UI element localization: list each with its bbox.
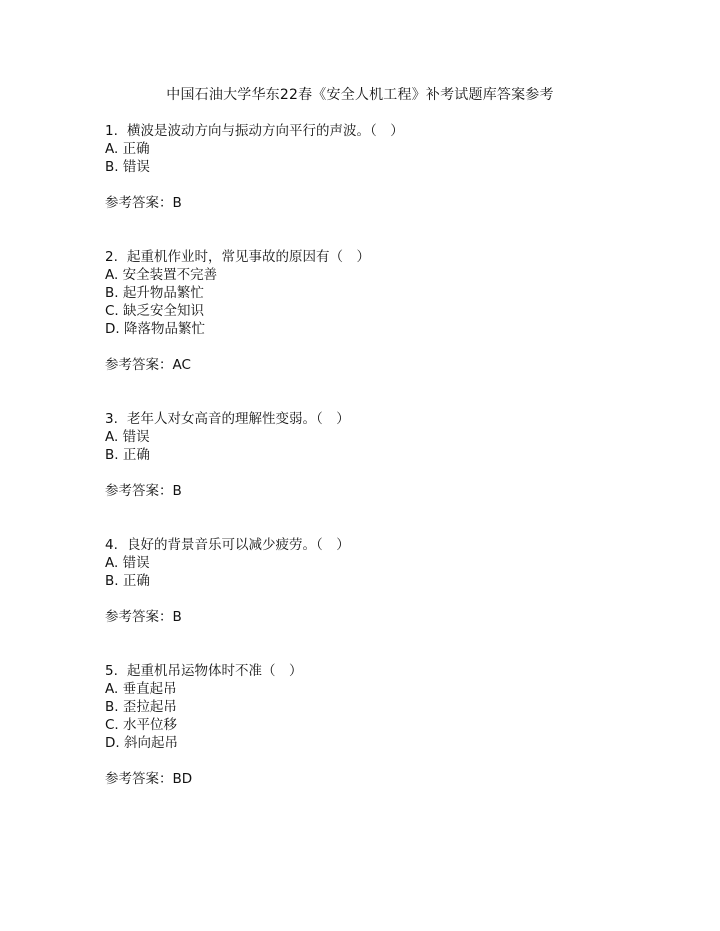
question-stem: [105, 410, 665, 428]
question-number: 4.: [105, 537, 118, 553]
reference-answer: 参考答案：AC: [105, 357, 191, 373]
question-text: 起重机作业时，常见事故的原因有（ ）: [127, 249, 370, 265]
question-stem: [105, 248, 665, 266]
question-number: 1.: [105, 123, 118, 139]
reference-answer: 参考答案：B: [105, 609, 182, 625]
document-title: 中国石油大学华东22春《安全人机工程》补考试题库答案参考: [166, 87, 554, 103]
reference-answer: 参考答案：B: [105, 483, 182, 499]
option-b: B. 正确: [105, 573, 150, 589]
question-stem: [105, 536, 665, 554]
option-c: C. 缺乏安全知识: [105, 303, 205, 319]
option-a: A. 安全装置不完善: [105, 267, 218, 283]
question-item: [105, 536, 665, 626]
option-b: B. 错误: [105, 159, 150, 175]
question-stem: [105, 662, 665, 680]
option-b: B. 正确: [105, 447, 150, 463]
question-text: 横波是波动方向与振动方向平行的声波。（ ）: [127, 123, 404, 139]
question-list: [105, 122, 665, 824]
option-a: A. 错误: [105, 429, 150, 445]
option-b: B. 起升物品繁忙: [105, 285, 204, 301]
question-item: [105, 662, 665, 788]
question-item: [105, 122, 665, 212]
option-a: A. 错误: [105, 555, 150, 571]
option-b: B. 歪拉起吊: [105, 699, 177, 715]
question-item: [105, 410, 665, 500]
question-number: 5.: [105, 663, 118, 679]
question-number: 2.: [105, 249, 118, 265]
question-text: 良好的背景音乐可以减少疲劳。（ ）: [127, 537, 350, 553]
reference-answer: 参考答案：BD: [105, 771, 193, 787]
question-text: 起重机吊运物体时不准（ ）: [127, 663, 303, 679]
option-a: A. 垂直起吊: [105, 681, 177, 697]
option-a: A. 正确: [105, 141, 150, 157]
question-stem: [105, 122, 665, 140]
option-d: D. 斜向起吊: [105, 735, 178, 751]
question-text: 老年人对女高音的理解性变弱。（ ）: [127, 411, 350, 427]
question-number: 3.: [105, 411, 118, 427]
option-c: C. 水平位移: [105, 717, 178, 733]
question-item: [105, 248, 665, 374]
option-d: D. 降落物品繁忙: [105, 321, 205, 337]
reference-answer: 参考答案：B: [105, 195, 182, 211]
